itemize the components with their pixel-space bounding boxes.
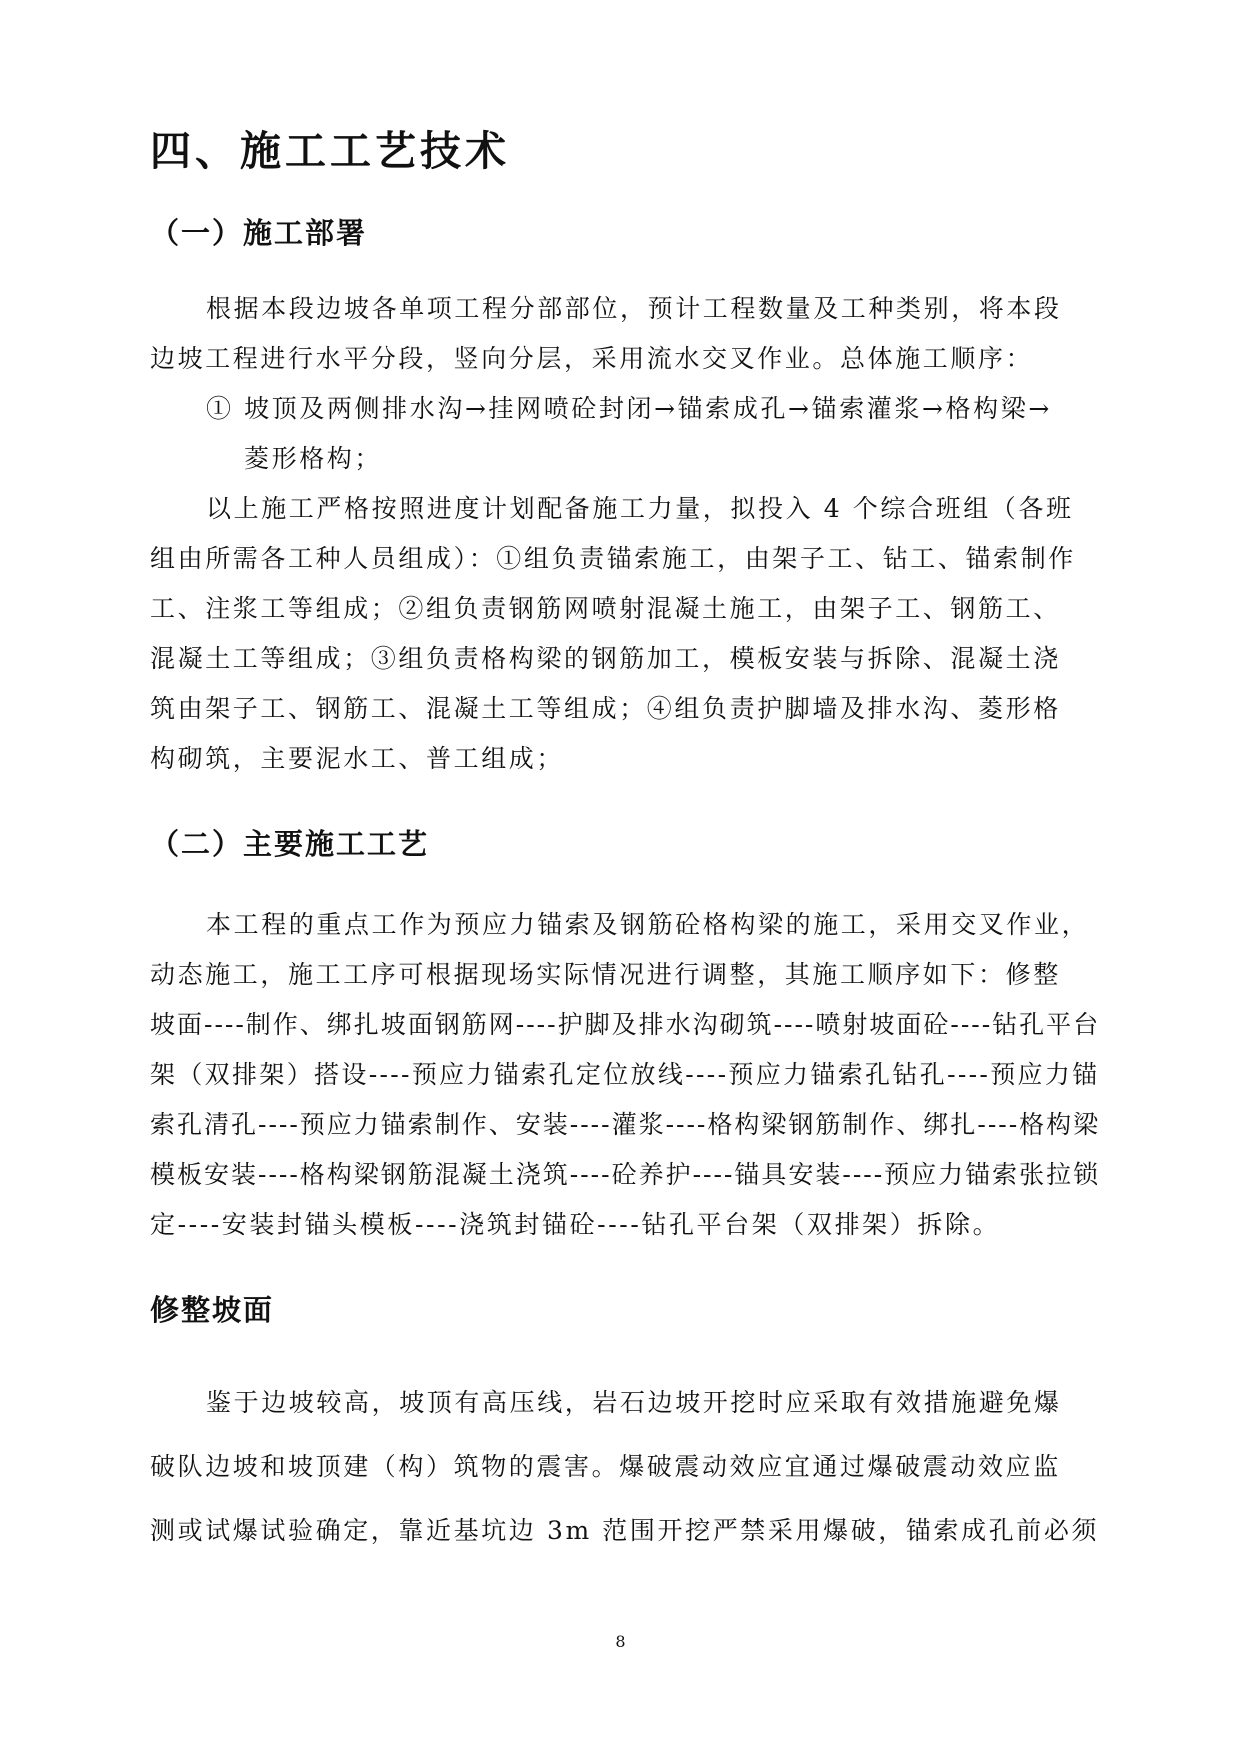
paragraph-line: 构砌筑，主要泥水工、普工组成；: [150, 744, 565, 773]
page-number: 8: [615, 1632, 626, 1651]
paragraph-line: 根据本段边坡各单项工程分部部位，预计工程数量及工种类别，将本段: [206, 294, 1062, 323]
chapter-title: 四、施工工艺技术: [150, 127, 510, 175]
section-title-deployment: （一）施工部署: [150, 216, 368, 250]
paragraph-line: 索孔清孔----预应力锚索制作、安装----灌浆----格构梁钢筋制作、绑扎----格构梁: [150, 1110, 1101, 1139]
paragraph-line: 组由所需各工种人员组成）：①组负责锚索施工，由架子工、钻工、锚索制作: [150, 544, 1076, 573]
paragraph-line: 本工程的重点工作为预应力锚索及钢筋砼格构梁的施工，采用交叉作业，: [206, 910, 1090, 939]
paragraph-line: 工、注浆工等组成；②组负责钢筋网喷射混凝土施工，由架子工、钢筋工、: [150, 594, 1061, 623]
list-item-line: ① 坡顶及两侧排水沟→挂网喷砼封闭→锚索成孔→锚索灌浆→格构梁→: [206, 394, 1052, 423]
paragraph-line: 破队边坡和坡顶建（构）筑物的震害。爆破震动效应宜通过爆破震动效应监: [150, 1452, 1061, 1481]
paragraph-line: 架（双排架）搭设----预应力锚索孔定位放线----预应力锚索孔钻孔----预应力锚: [150, 1060, 1100, 1089]
paragraph-line: 鉴于边坡较高，坡顶有高压线，岩石边坡开挖时应采取有效措施避免爆: [206, 1388, 1062, 1417]
paragraph-line: 以上施工严格按照进度计划配备施工力量，拟投入 4 个综合班组（各班: [206, 494, 1074, 523]
paragraph-line: 混凝土工等组成；③组负责格构梁的钢筋加工，模板安装与拆除、混凝土浇: [150, 644, 1061, 673]
list-item-line: 菱形格构；: [244, 444, 383, 473]
section-title-main-process: （二）主要施工工艺: [150, 827, 430, 861]
section-title-slope-trimming: 修整坡面: [150, 1293, 275, 1327]
paragraph-line: 模板安装----格构梁钢筋混凝土浇筑----砼养护----锚具安装----预应力锚索张拉锁: [150, 1160, 1101, 1189]
paragraph-line: 测或试爆试验确定，靠近基坑边 3m 范围开挖严禁采用爆破，锚索成孔前必须: [150, 1516, 1100, 1545]
paragraph-line: 筑由架子工、钢筋工、混凝土工等组成；④组负责护脚墙及排水沟、菱形格: [150, 694, 1061, 723]
paragraph-line: 定----安装封锚头模板----浇筑封锚砼----钻孔平台架（双排架）拆除。: [150, 1210, 1001, 1239]
paragraph-line: 边坡工程进行水平分段，竖向分层，采用流水交叉作业。总体施工顺序：: [150, 344, 1034, 373]
paragraph-line: 动态施工，施工工序可根据现场实际情况进行调整，其施工顺序如下：修整: [150, 960, 1061, 989]
paragraph-line: 坡面----制作、绑扎坡面钢筋网----护脚及排水沟砌筑----喷射坡面砼----钻孔平台: [150, 1010, 1101, 1039]
